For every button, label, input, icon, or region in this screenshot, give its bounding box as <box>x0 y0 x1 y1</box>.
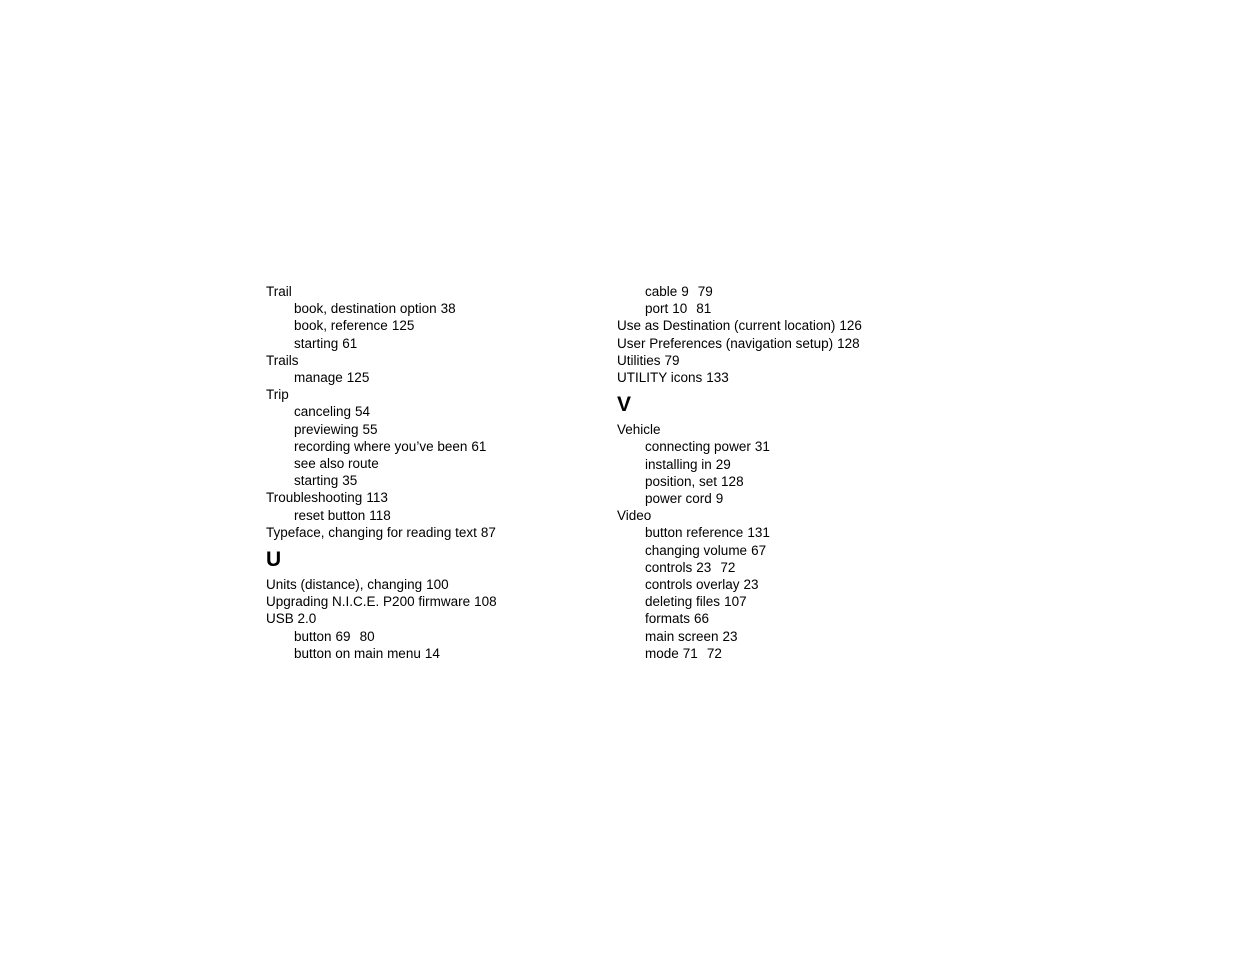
page-number: 87 <box>480 524 496 540</box>
page-number: 71 <box>682 645 698 661</box>
index-term: installing in <box>645 456 712 472</box>
page-refs <box>426 576 449 593</box>
index-subentry <box>617 283 937 300</box>
index-entry <box>617 335 937 352</box>
page-refs <box>839 317 862 334</box>
index-term: starting <box>294 335 339 351</box>
index-subentry <box>266 300 586 317</box>
page-refs <box>755 438 770 455</box>
index-term: controls overlay <box>645 577 740 593</box>
page-number: 9 <box>715 491 724 507</box>
index-term: book, reference <box>294 318 388 334</box>
page-refs <box>724 593 747 610</box>
index-subentry <box>617 490 937 507</box>
index-term: button <box>294 628 332 644</box>
index-term: mode <box>645 645 679 661</box>
page-refs <box>696 559 735 576</box>
page-number: 23 <box>696 559 712 575</box>
index-subentry <box>617 576 937 593</box>
index-subentry <box>617 300 937 317</box>
index-subentry <box>266 507 586 524</box>
page-refs <box>747 524 770 541</box>
index-column-left <box>266 283 586 662</box>
page-refs <box>363 421 378 438</box>
index-term: Units (distance), changing <box>266 577 423 593</box>
index-term: Use as Destination (current location) <box>617 318 836 334</box>
page-refs <box>723 628 738 645</box>
page-number: 23 <box>743 577 759 593</box>
index-entry <box>266 593 586 610</box>
index-term: recording where you’ve been <box>294 438 468 454</box>
index-subentry <box>617 542 937 559</box>
index-term: Utilities <box>617 352 661 368</box>
page-refs <box>716 456 731 473</box>
index-subentry <box>266 455 586 472</box>
index-subentry <box>617 628 937 645</box>
index-entry <box>266 576 586 593</box>
index-column-right <box>617 283 937 662</box>
index-subentry <box>617 473 937 490</box>
index-term: cable <box>645 284 678 299</box>
index-subentry <box>617 438 937 455</box>
page-number: 125 <box>391 318 415 334</box>
index-term: User Preferences (navigation setup) <box>617 335 834 351</box>
index-entry <box>617 507 937 524</box>
page-refs <box>474 593 497 610</box>
index-term: Typeface, changing for reading text <box>266 524 477 540</box>
index-entry <box>617 369 937 386</box>
page-refs <box>716 490 724 507</box>
page-refs <box>342 472 357 489</box>
page-number: 66 <box>694 611 710 627</box>
page-number: 72 <box>706 645 722 661</box>
page-refs <box>347 369 370 386</box>
page-number: 61 <box>342 335 358 351</box>
page-number: 35 <box>342 473 358 489</box>
page-refs <box>425 645 440 662</box>
page-number: 126 <box>839 318 862 334</box>
index-term: Video <box>617 508 652 524</box>
page-number: 108 <box>474 594 497 610</box>
page-refs <box>681 283 713 300</box>
index-term: Vehicle <box>617 422 661 438</box>
page-refs <box>366 489 388 506</box>
index-term: Trail <box>266 284 292 299</box>
index-subentry <box>617 559 937 576</box>
page-number: 80 <box>359 628 375 644</box>
index-term: connecting power <box>645 439 751 455</box>
page-refs <box>342 335 357 352</box>
index-term: Trip <box>266 387 289 403</box>
page-number: 10 <box>672 301 688 317</box>
index-term: changing volume <box>645 542 748 558</box>
page-number: 107 <box>724 594 747 610</box>
page-number: 118 <box>369 507 391 523</box>
page-refs <box>355 403 370 420</box>
index-term: controls <box>645 559 693 575</box>
page-refs <box>471 438 486 455</box>
index-entry <box>266 610 586 627</box>
index-entry <box>266 386 586 403</box>
index-subentry <box>617 610 937 627</box>
index-term: Upgrading N.I.C.E. P200 firmware <box>266 594 471 610</box>
page-number: 54 <box>355 404 371 420</box>
page-number: 14 <box>424 645 440 661</box>
index-term: port <box>645 301 669 317</box>
index-term: manage <box>294 370 343 386</box>
page-number: 67 <box>751 542 767 558</box>
page-number: 131 <box>747 525 770 541</box>
page-refs <box>837 335 860 352</box>
index-entry <box>617 352 937 369</box>
page-number: 72 <box>720 559 736 575</box>
page-refs <box>706 369 729 386</box>
page-refs <box>665 352 680 369</box>
page-refs <box>751 542 766 559</box>
page-number: 69 <box>335 628 351 644</box>
index-subentry <box>266 421 586 438</box>
page-refs <box>336 628 375 645</box>
index-term: main screen <box>645 628 719 644</box>
page-number: 31 <box>754 439 770 455</box>
index-subentry <box>617 645 937 662</box>
page-number: 100 <box>426 577 449 593</box>
index-subentry <box>266 317 586 334</box>
index-subentry <box>617 456 937 473</box>
index-term: previewing <box>294 421 359 437</box>
page-number: 55 <box>362 421 378 437</box>
index-term: button reference <box>645 525 744 541</box>
index-subentry <box>266 645 586 662</box>
page-refs <box>672 300 711 317</box>
page-number: 61 <box>471 438 487 454</box>
page-refs <box>369 507 391 524</box>
page-number: 79 <box>697 284 713 299</box>
page-refs <box>683 645 722 662</box>
index-term: UTILITY icons <box>617 370 703 386</box>
index-term: position, set <box>645 473 718 489</box>
page-number: 23 <box>722 628 738 644</box>
index-term: button on main menu <box>294 645 421 661</box>
page-number: 128 <box>837 335 860 351</box>
index-entry <box>266 489 586 506</box>
index-term: USB 2.0 <box>266 611 317 627</box>
page-number: 38 <box>440 301 456 317</box>
index-entry <box>617 317 937 334</box>
page-number: 125 <box>346 370 370 386</box>
index-subentry <box>266 628 586 645</box>
index-subentry <box>617 524 937 541</box>
index-term: formats <box>645 611 691 627</box>
index-term: book, destination option <box>294 301 437 317</box>
index-term: deleting files <box>645 594 721 610</box>
page-refs <box>441 300 456 317</box>
index-term: reset button <box>294 507 366 523</box>
page-number: 9 <box>681 284 689 299</box>
index-subentry <box>266 369 586 386</box>
page-refs <box>481 524 496 541</box>
index-term: Troubleshooting <box>266 490 363 506</box>
index-term: canceling <box>294 404 352 420</box>
page-number: 113 <box>366 490 388 506</box>
index-subentry <box>266 335 586 352</box>
page-number: 79 <box>664 352 680 368</box>
index-term: Trails <box>266 352 299 368</box>
index-subentry <box>617 593 937 610</box>
page-refs <box>744 576 759 593</box>
page-number: 29 <box>715 456 731 472</box>
page-refs <box>392 317 415 334</box>
index-term: see also route <box>294 456 379 472</box>
page-number: 81 <box>696 301 712 317</box>
index-entry <box>266 352 586 369</box>
page-number: 133 <box>706 370 729 386</box>
index-term: starting <box>294 473 339 489</box>
index-entry <box>266 524 586 541</box>
index-section-letter: V <box>617 393 632 417</box>
page-refs <box>721 473 744 490</box>
index-section-letter: U <box>266 548 282 572</box>
index-entry <box>617 421 937 438</box>
index-subentry <box>266 438 586 455</box>
index-entry <box>266 283 586 300</box>
page-refs <box>694 610 709 627</box>
index-subentry <box>266 403 586 420</box>
index-subentry <box>266 472 586 489</box>
page-number: 128 <box>721 473 744 489</box>
index-term: power cord <box>645 491 712 507</box>
